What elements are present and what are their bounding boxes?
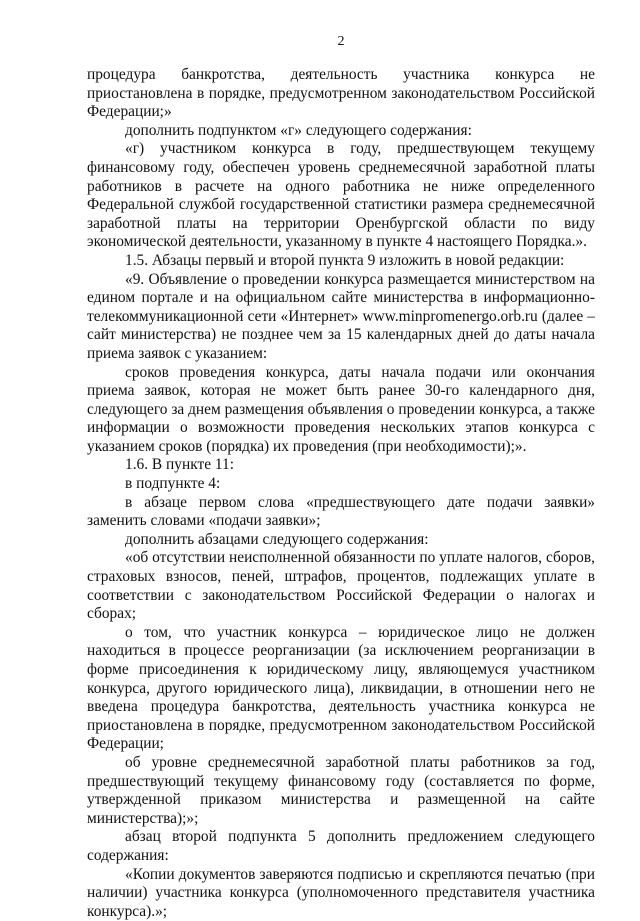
paragraph: «г) участником конкурса в году, предшествующем текущему финансовому году, обеспечен уровень среднемесячной заработной платы работников в расчете на одного работника не ниже определенного Федеральной службой государственной статистики размера среднемесячной заработной платы на территории Оренбургской области по виду экономической деятельности, указанному в пункте 4 настоящего Порядка.». xyxy=(87,140,595,251)
paragraph: дополнить абзацами следующего содержания: xyxy=(125,530,429,548)
paragraph: в подпункте 4: xyxy=(125,475,221,493)
document-page xyxy=(87,0,595,920)
paragraph: 1.5. Абзацы первый и второй пункта 9 изложить в новой редакции: xyxy=(125,251,565,269)
paragraph: абзац второй подпункта 5 дополнить предложением следующего содержания: xyxy=(87,828,595,864)
document-body xyxy=(87,66,595,921)
paragraph: в абзаце первом слова «предшествующего дате подачи заявки» заменить словами «подачи заявки»; xyxy=(87,493,595,530)
paragraph: о том, что участник конкурса – юридическое лицо не должен находиться в процессе реорганизации (за исключением реорганизации в форме присоединения к юридическому лицу, являющемуся участником конкурса, другого юридического лица), ликвидации, в отношении него не введена процедура банкротства, деятельность участника конкурса не приостановлена в порядке, предусмотренном законодательством Российской Федерации; xyxy=(87,623,595,753)
paragraph: 1.6. В пункте 11: xyxy=(125,456,234,474)
page-number: 2 xyxy=(337,34,345,49)
paragraph: дополнить подпунктом «г» следующего содержания: xyxy=(125,121,472,139)
paragraph: об уровне среднемесячной заработной платы работников за год, предшествующий текущему финансовому году (составляется по форме, утвержденной приказом министерства и размещенной на сайте министерства);»; xyxy=(87,753,595,827)
paragraph: «9. Объявление о проведении конкурса размещается министерством на едином портале и на официальном сайте министерства в информационно-телекоммуникационной сети «Интернет» www.minpromenergo.orb.ru (далее – сайт министерства) не позднее чем за 15 календарных дней до даты начала приема заявок с указанием: xyxy=(87,270,595,362)
paragraph: «Копии документов заверяются подписью и скрепляются печатью (при наличии) участника конкурса (уполномоченного представителя участника конкурса).»; xyxy=(87,865,595,920)
paragraph: процедура банкротства, деятельность участника конкурса не приостановлена в порядке, предусмотренном законодательством Российской Федерации;» xyxy=(87,66,595,121)
paragraph: «об отсутствии неисполненной обязанности по уплате налогов, сборов, страховых взносов, пеней, штрафов, процентов, подлежащих уплате в соответствии с законодательством Российской Федерации о налогах и сборах; xyxy=(87,549,595,623)
paragraph: сроков проведения конкурса, даты начала подачи или окончания приема заявок, которая не может быть ранее 30-го календарного дня, следующего за днем размещения объявления о проведении конкурса, а также информации о возможности проведения нескольких этапов конкурса с указанием сроков (порядка) их проведения (при необходимости);». xyxy=(87,363,595,455)
